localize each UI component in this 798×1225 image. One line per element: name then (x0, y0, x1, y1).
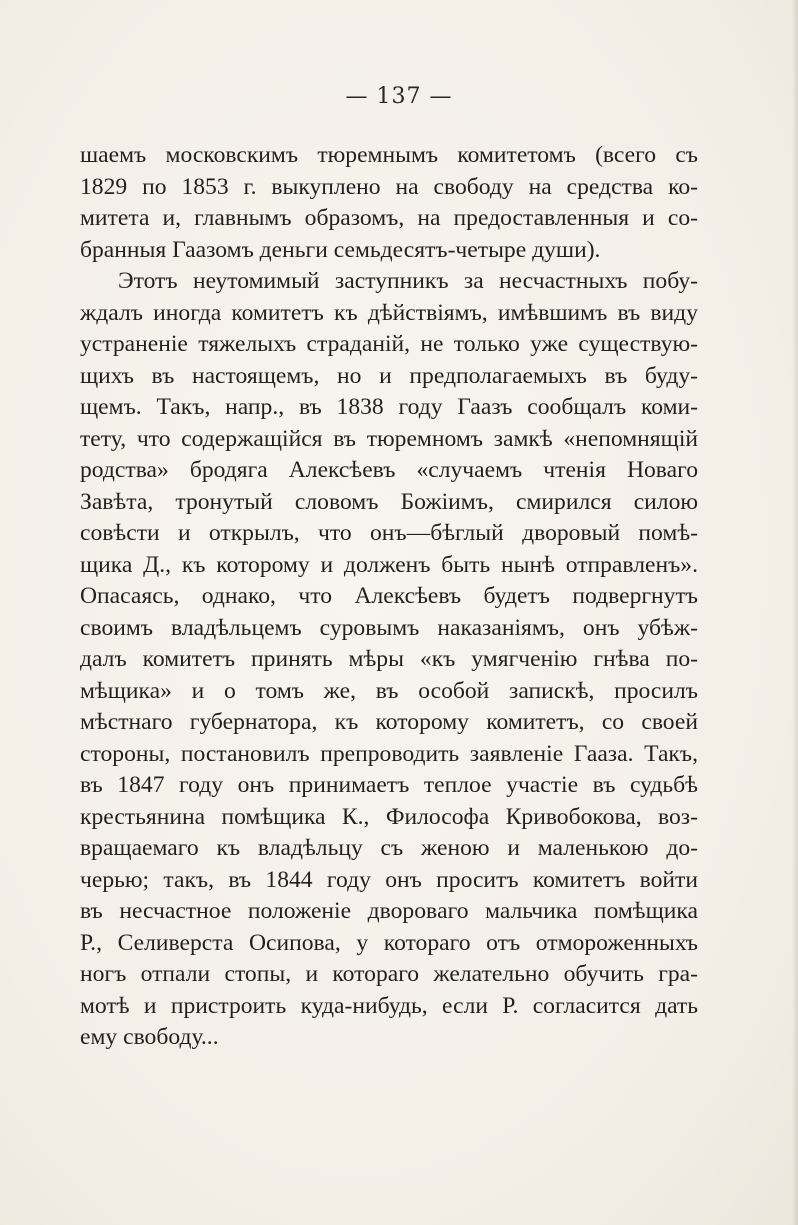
text-line: своимъ владѣльцемъ суровымъ наказаніямъ, онъ убѣж- (80, 614, 698, 641)
page-number: — 137 — (345, 84, 453, 109)
text-line: митета и, главнымъ образомъ, на предоставленныя и со- (80, 205, 698, 231)
text-line: 1829 по 1853 г. выкуплено на свободу на средства ко- (80, 173, 698, 200)
text-line: Этотъ неутомимый заступникъ за несчастныхъ побу- (118, 268, 698, 294)
text-line: щихъ въ настоящемъ, но и предполагаемыхъ въ буду- (80, 362, 698, 389)
paragraph-1 (80, 140, 698, 266)
page-edge-shadow (792, 0, 798, 1225)
text-line: въ несчастное положеніе дворовaго мальчика помѣщика (80, 898, 698, 924)
text-line: устраненіе тяжелыхъ страданій, не только уже существую- (80, 331, 698, 357)
text-line: ждалъ иногда комитетъ къ дѣйствіямъ, имѣвшимъ въ виду (80, 299, 698, 326)
text-line: совѣсти и открылъ, что онъ—бѣглый дворовый помѣ- (80, 520, 698, 546)
text-line: мотѣ и пристроить куда-нибудь, если Р. согласится дать (80, 992, 698, 1019)
text-line: ногъ отпали стопы, и котораго желательно обучить гра- (80, 961, 698, 987)
text-line: бранныя Гаазомъ деньги семьдесятъ-четыре души). (80, 236, 601, 263)
text-line: щика Д., къ которому и долженъ быть нынѣ отправленъ». (80, 551, 698, 578)
text-line: стороны, постановилъ препроводить заявленіе Гааза. Такъ, (80, 740, 698, 767)
text-line: шаемъ московскимъ тюремнымъ комитетомъ (всего съ (80, 142, 698, 168)
text-line: тету, что содержащійся въ тюремномъ замкѣ «непомнящій (80, 425, 698, 452)
show-through-shadow (240, 1040, 660, 1150)
text-line: Завѣта, тронутый словомъ Божіимъ, смирился силою (80, 488, 698, 515)
text-line: крестьянина помѣщика К., Философа Кривобокова, воз- (80, 803, 698, 830)
text-line: Р., Селиверста Осипова, у котораго отъ отмороженныхъ (80, 929, 698, 956)
text-line: родства» бродяга Алексѣевъ «случаемъ чтенія Новаго (80, 457, 698, 483)
text-line: вращаемаго къ владѣльцу съ женою и маленькою до- (80, 835, 698, 861)
text-line: Опасаясь, однако, что Алексѣевъ будетъ подвергнутъ (80, 583, 698, 609)
text-line: ему свободу... (80, 1024, 219, 1050)
text-line: мѣстнаго губернатора, къ которому комитетъ, со своей (80, 709, 698, 735)
body-text (80, 140, 698, 1054)
paragraph-2 (80, 266, 698, 1054)
text-line: щемъ. Такъ, напр., въ 1838 году Гаазъ сообщалъ коми- (80, 394, 698, 420)
text-line: въ 1847 году онъ принимаетъ теплое участіе въ судьбѣ (80, 772, 698, 798)
text-line: черью; такъ, въ 1844 году онъ проситъ комитетъ войти (80, 866, 698, 893)
text-line: далъ комитетъ принять мѣры «къ умягченію гнѣва по- (80, 646, 698, 672)
text-line: мѣщика» и о томъ же, въ особой запискѣ, просилъ (80, 677, 698, 704)
